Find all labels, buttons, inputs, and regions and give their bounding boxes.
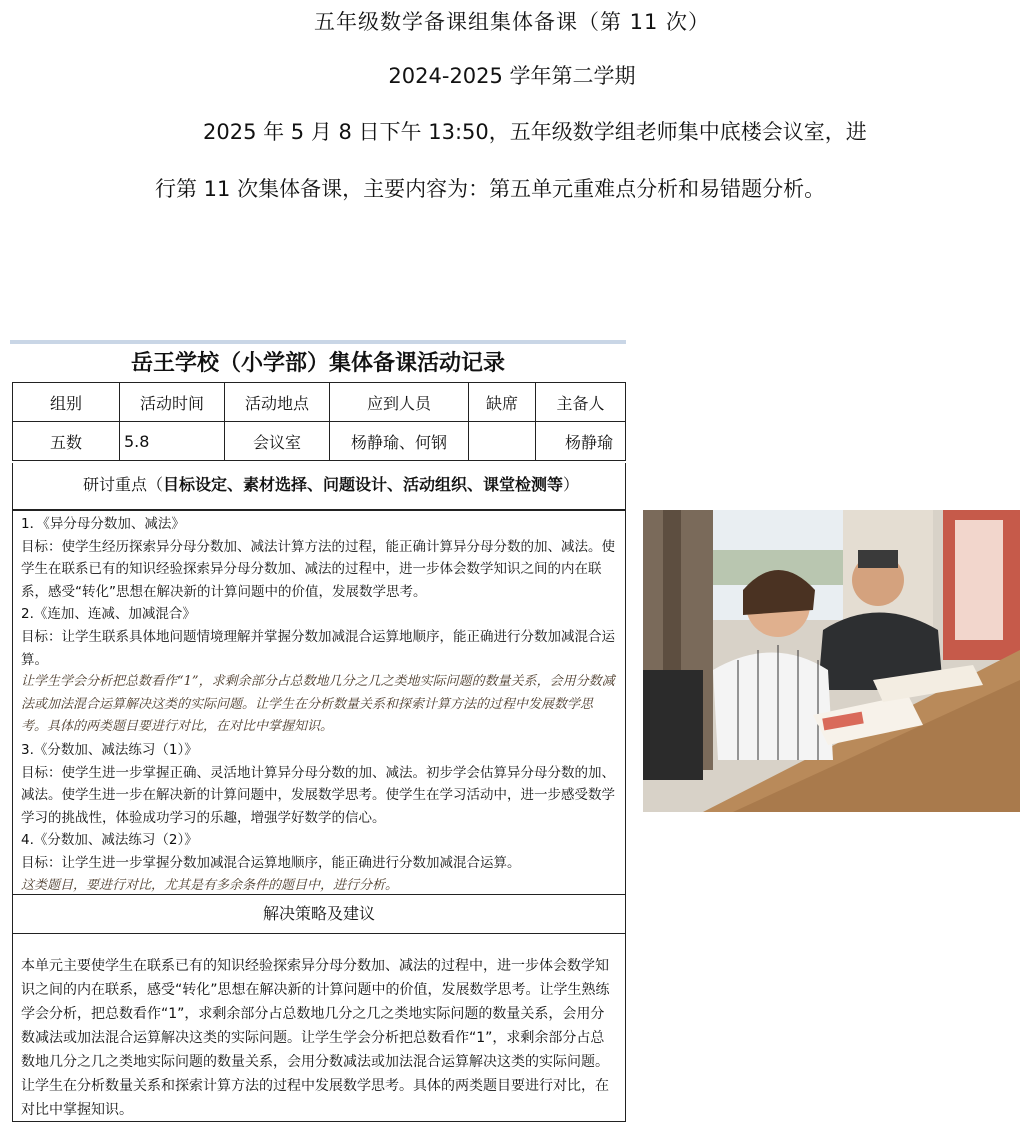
content-line: 目标：使学生进一步掌握正确、灵活地计算异分母分数的加、减法。初步学会估算异分母分数的加、减法。使学生进一步在解决新的计算问题中，发展数学思考。使学生在学习活动中，进一步感受数学学习的挑战性，体验成功学习的乐趣，增强学好数学的信心。 [21,764,615,826]
page-title: 五年级数学备课组集体备课（第 11 次） [313,10,711,34]
cell-time: 5.8 [120,422,225,461]
content-line: 目标：使学生经历探索异分母分数加、减法计算方法的过程，能正确计算异分母分数的加、减法。使学生在联系已有的知识经验探索异分母分数加、减法的过程中，进一步体会数学知识之间的内在联系，感受“转化”思想在解决新的计算问题中的价值，发展数学思考。 [21,538,615,600]
table-header-row [13,383,626,422]
focus-end: ） [563,475,580,494]
meeting-photo-illustration [643,510,1020,812]
cell-attendees: 杨静瑜、何钢 [330,422,469,461]
content-line: 目标：让学生联系具体地问题情境理解并掌握分数加减混合运算地顺序，能正确进行分数加减混合运算。 [21,628,615,668]
content-line: 1．《异分母分数加、减法》 [21,516,185,532]
content-line: 2.《连加、连减、加减混合》 [21,606,196,623]
focus-heading [12,463,626,510]
content-line: 3.《分数加、减法练习（1）》 [21,741,198,758]
table-row [13,422,626,461]
handwritten-note: 让学生学会分析把总数看作“1”，求剩余部分占总数地几分之几之类地实际问题的数量关系，会用分数减法或加法混合运算解决这类的实际问题。让学生在分析数量关系和探索计算方法的过程中发展数学思考。具体的两类题目要进行对比，在对比中掌握知识。 [21,674,615,735]
col-preparer: 主备人 [536,383,626,422]
intro-text: 2025 年 5 月 8 日下午 13:50，五年级数学组老师集中底楼会议室，进行第 11 次集体备课，主要内容为：第五单元重难点分析和易错题分析。 [155,120,867,201]
col-group: 组别 [13,383,120,422]
content-line: 4.《分数加、减法练习（2）》 [21,832,198,849]
cell-preparer: 杨静瑜 [536,422,626,461]
col-attendees: 应到人员 [330,383,469,422]
cell-absent [469,422,536,461]
focus-content [12,510,626,895]
cell-place: 会议室 [225,422,330,461]
col-place: 活动地点 [225,383,330,422]
content-line: 目标：让学生进一步掌握分数加减混合运算地顺序，能正确进行分数加减混合运算。 [21,854,521,871]
handwritten-note: 这类题目，要进行对比，尤其是有多余条件的题目中，进行分析。 [21,877,399,893]
cell-group: 五数 [13,422,120,461]
focus-items: 目标设定、素材选择、问题设计、活动组织、课堂检测等 [163,475,564,494]
solutions-text: 本单元主要使学生在联系已有的知识经验探索异分母分数加、减法的过程中，进一步体会数学知识之间的内在联系，感受“转化”思想在解决新的计算问题中的价值，发展数学思考。让学生熟练学会分析，把总数看作“1”，求剩余部分占总数地几分之几之类地实际问题的数量关系，会用分数减法或加法混合运算解决这类的实际问题。让学生学会分析把总数看作“1”，求剩余部分占总数地几分之几之类地实际问题的数量关系，会用分数减法或加法混合运算解决这类的实际问题。让学生在分析数量关系和探索计算方法的过程中发展数学思考。具体的两类题目要进行对比，在对比中掌握知识。 [12,934,626,1122]
col-absent: 缺席 [469,383,536,422]
record-title: 岳王学校（小学部）集体备课活动记录 [130,350,505,376]
meeting-photo [643,510,1020,812]
focus-label: 研讨重点（ [83,475,164,494]
col-time: 活动时间 [120,383,225,422]
intro-paragraph [155,104,875,218]
record-top-border [10,340,626,344]
term-subtitle: 2024-2025 学年第二学期 [388,64,636,88]
solutions-heading: 解决策略及建议 [12,894,626,934]
record-info-table [12,382,626,461]
